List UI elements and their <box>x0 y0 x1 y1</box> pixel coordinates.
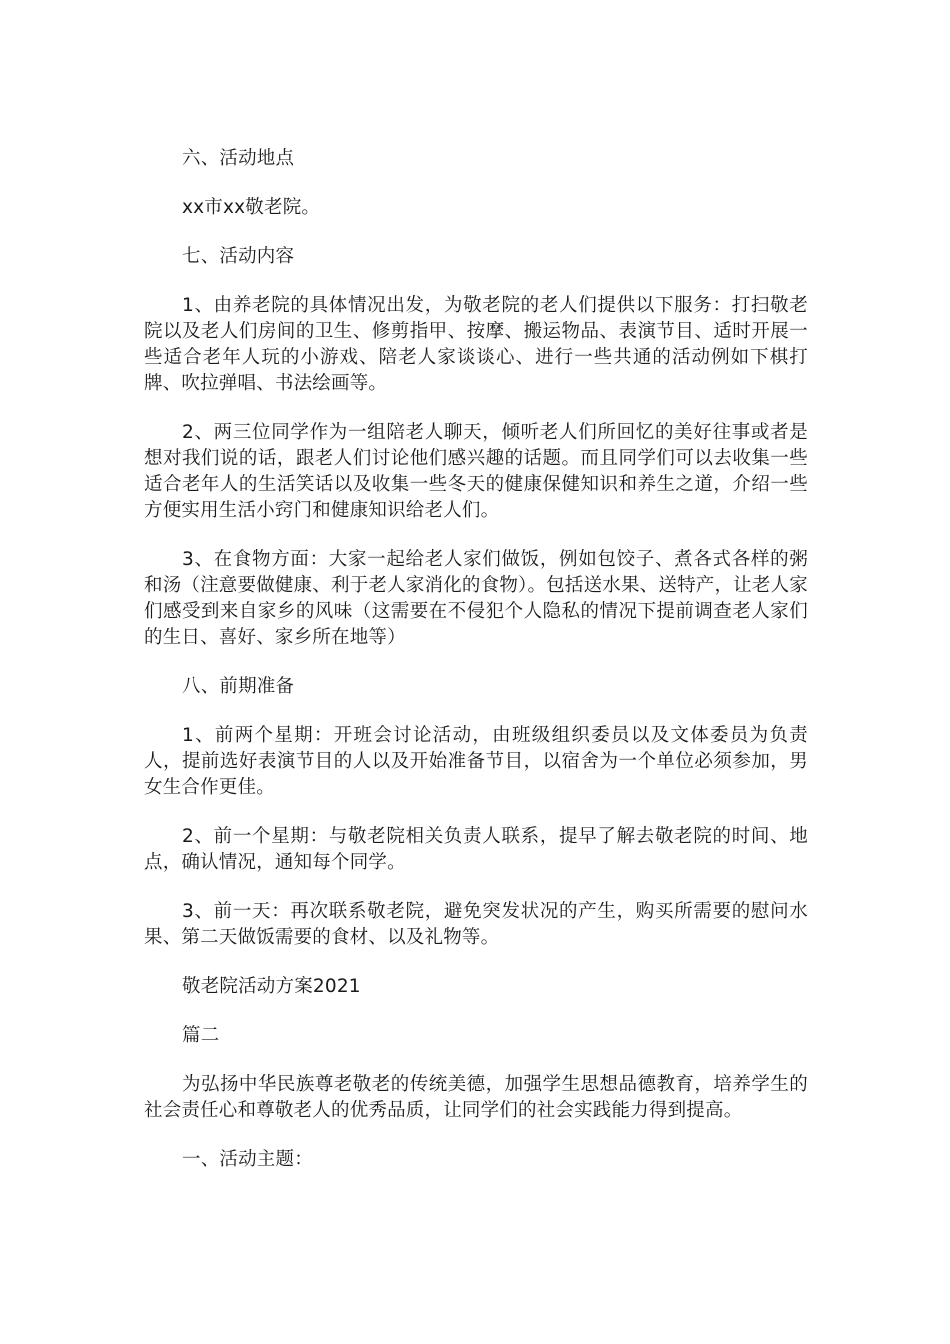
part-two-heading: 篇二 <box>182 1025 220 1046</box>
document-page <box>144 146 808 1196</box>
preparation-item-3: 3、前一天：再次联系敬老院，避免突发状况的产生，购买所需要的慰问水果、第二天做饭需要的食材、以及礼物等。 <box>144 901 808 948</box>
content-item-3: 3、在食物方面：大家一起给老人家们做饭，例如包饺子、煮各式各样的粥和汤（注意要做健康、利于老人家消化的食物）。包括送水果、送特产，让老人家们感受到来自家乡的风味（这需要在不侵犯个人隐私的情况下提前调查老人家们的生日、喜好、家乡所在地等） <box>144 549 808 648</box>
preparation-item-1: 1、前两个星期：开班会讨论活动，由班级组织委员以及文体委员为负责人，提前选好表演节目的人以及开始准备节目，以宿舍为一个单位必须参加，男女生合作更佳。 <box>144 725 808 798</box>
location-text: xx市xx敬老院。 <box>182 197 321 218</box>
plan-title: 敬老院活动方案2021 <box>182 976 361 997</box>
section-heading-content: 七、活动内容 <box>182 246 295 267</box>
content-item-1: 1、由养老院的具体情况出发，为敬老院的老人们提供以下服务：打扫敬老院以及老人们房间的卫生、修剪指甲、按摩、搬运物品、表演节目、适时开展一些适合老年人玩的小游戏、陪老人家谈谈心、进行一些共通的活动例如下棋打牌、吹拉弹唱、书法绘画等。 <box>144 295 808 394</box>
section-heading-location: 六、活动地点 <box>182 148 295 169</box>
section-heading-theme: 一、活动主题： <box>182 1149 313 1170</box>
section-heading-preparation: 八、前期准备 <box>182 676 295 697</box>
intro-paragraph: 为弘扬中华民族尊老敬老的传统美德，加强学生思想品德教育，培养学生的社会责任心和尊敬老人的优秀品质，让同学们的社会实践能力得到提高。 <box>144 1074 808 1121</box>
preparation-item-2: 2、前一个星期：与敬老院相关负责人联系，提早了解去敬老院的时间、地点，确认情况，通知每个同学。 <box>144 826 808 873</box>
content-item-2: 2、两三位同学作为一组陪老人聊天，倾听老人们所回忆的美好往事或者是想对我们说的话，跟老人们讨论他们感兴趣的话题。而且同学们可以去收集一些适合老年人的生活笑话以及收集一些冬天的健康保健知识和养生之道，介绍一些方便实用生活小窍门和健康知识给老人们。 <box>144 422 808 521</box>
